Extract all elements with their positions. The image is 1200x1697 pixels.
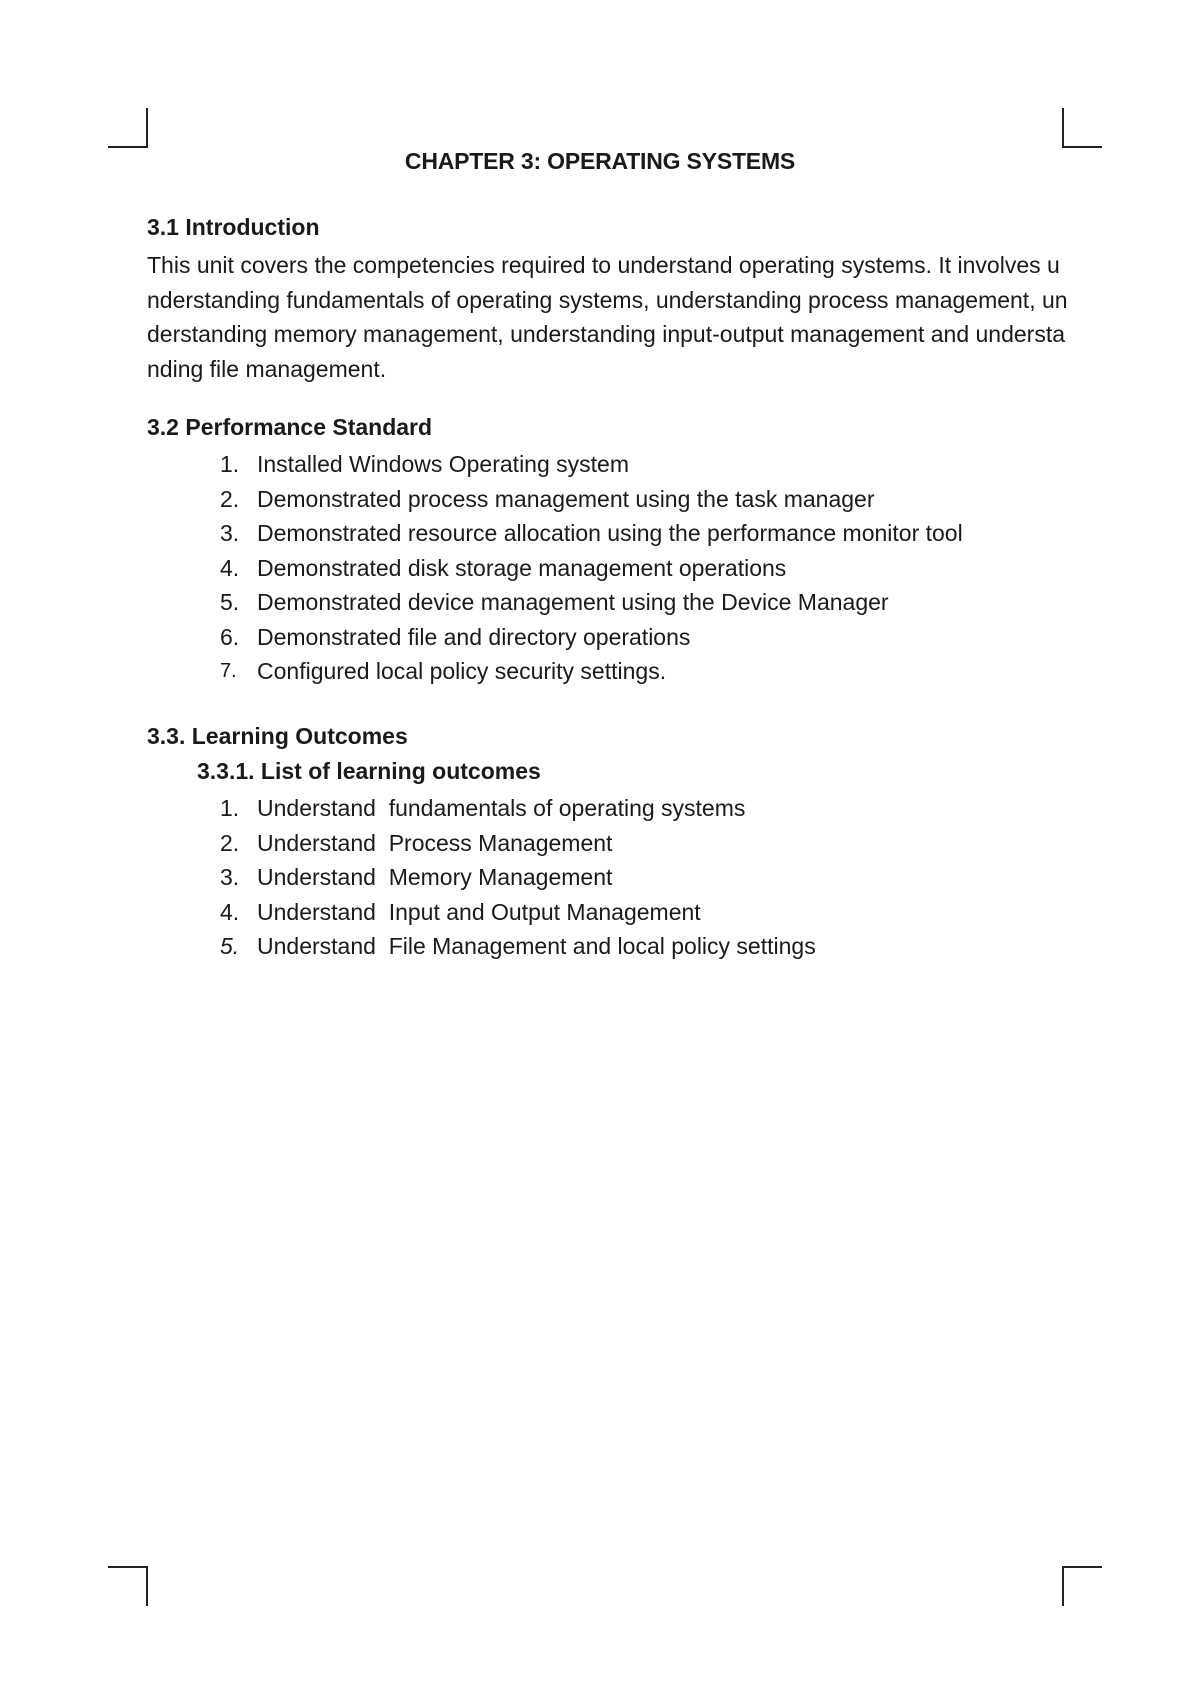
list-item-text: Understand fundamentals of operating systems — [257, 795, 746, 821]
list-number: 7. — [220, 660, 237, 682]
list-item-text: Demonstrated resource allocation using the performance monitor tool — [257, 520, 963, 546]
list-number: 4. — [220, 554, 240, 581]
list-number: 6. — [220, 623, 240, 650]
list-number: 5. — [220, 589, 240, 615]
list-item-text: Understand Input and Output Management — [257, 898, 701, 925]
list-item-text: Understand File Management and local policy settings — [257, 933, 816, 959]
list-item-text: Configured local policy security settings. — [257, 658, 667, 684]
list-item-text: Demonstrated process management using the task manager — [257, 485, 875, 512]
crop-mark-top-right — [1062, 108, 1102, 148]
section-heading-performance-standard: 3.2 Performance Standard — [147, 414, 433, 440]
list-number: 2. — [220, 829, 240, 856]
list-item-text: Demonstrated disk storage management operations — [257, 554, 787, 581]
crop-mark-bottom-left — [108, 1566, 148, 1606]
list-item-text: Installed Windows Operating system — [257, 451, 629, 477]
list-number: 1. — [220, 451, 240, 477]
list-number: 3. — [220, 864, 240, 890]
subheading-list-of-learning-outcomes: 3.3.1. List of learning outcomes — [197, 758, 541, 784]
crop-mark-bottom-right — [1062, 1566, 1102, 1606]
section-heading-learning-outcomes: 3.3. Learning Outcomes — [147, 723, 408, 749]
list-item-text: Demonstrated file and directory operations — [257, 623, 691, 650]
list-number: 3. — [220, 520, 240, 546]
crop-mark-top-left — [108, 108, 148, 148]
introduction-paragraph: This unit covers the competencies required to understand operating systems. It involves understanding fundamentals of operating systems, understanding process management, understanding memory management, understanding input-output management and understanding file management. — [147, 252, 1068, 382]
list-number: 5. — [220, 933, 240, 959]
list-item-text: Understand Process Management — [257, 829, 613, 856]
list-number: 2. — [220, 485, 240, 512]
list-item-text: Demonstrated device management using the Device Manager — [257, 589, 889, 615]
list-number: 1. — [220, 795, 240, 821]
list-item-text: Understand Memory Management — [257, 864, 613, 890]
list-number: 4. — [220, 898, 240, 925]
chapter-title: CHAPTER 3: OPERATING SYSTEMS — [404, 148, 796, 174]
section-heading-introduction: 3.1 Introduction — [147, 214, 320, 240]
